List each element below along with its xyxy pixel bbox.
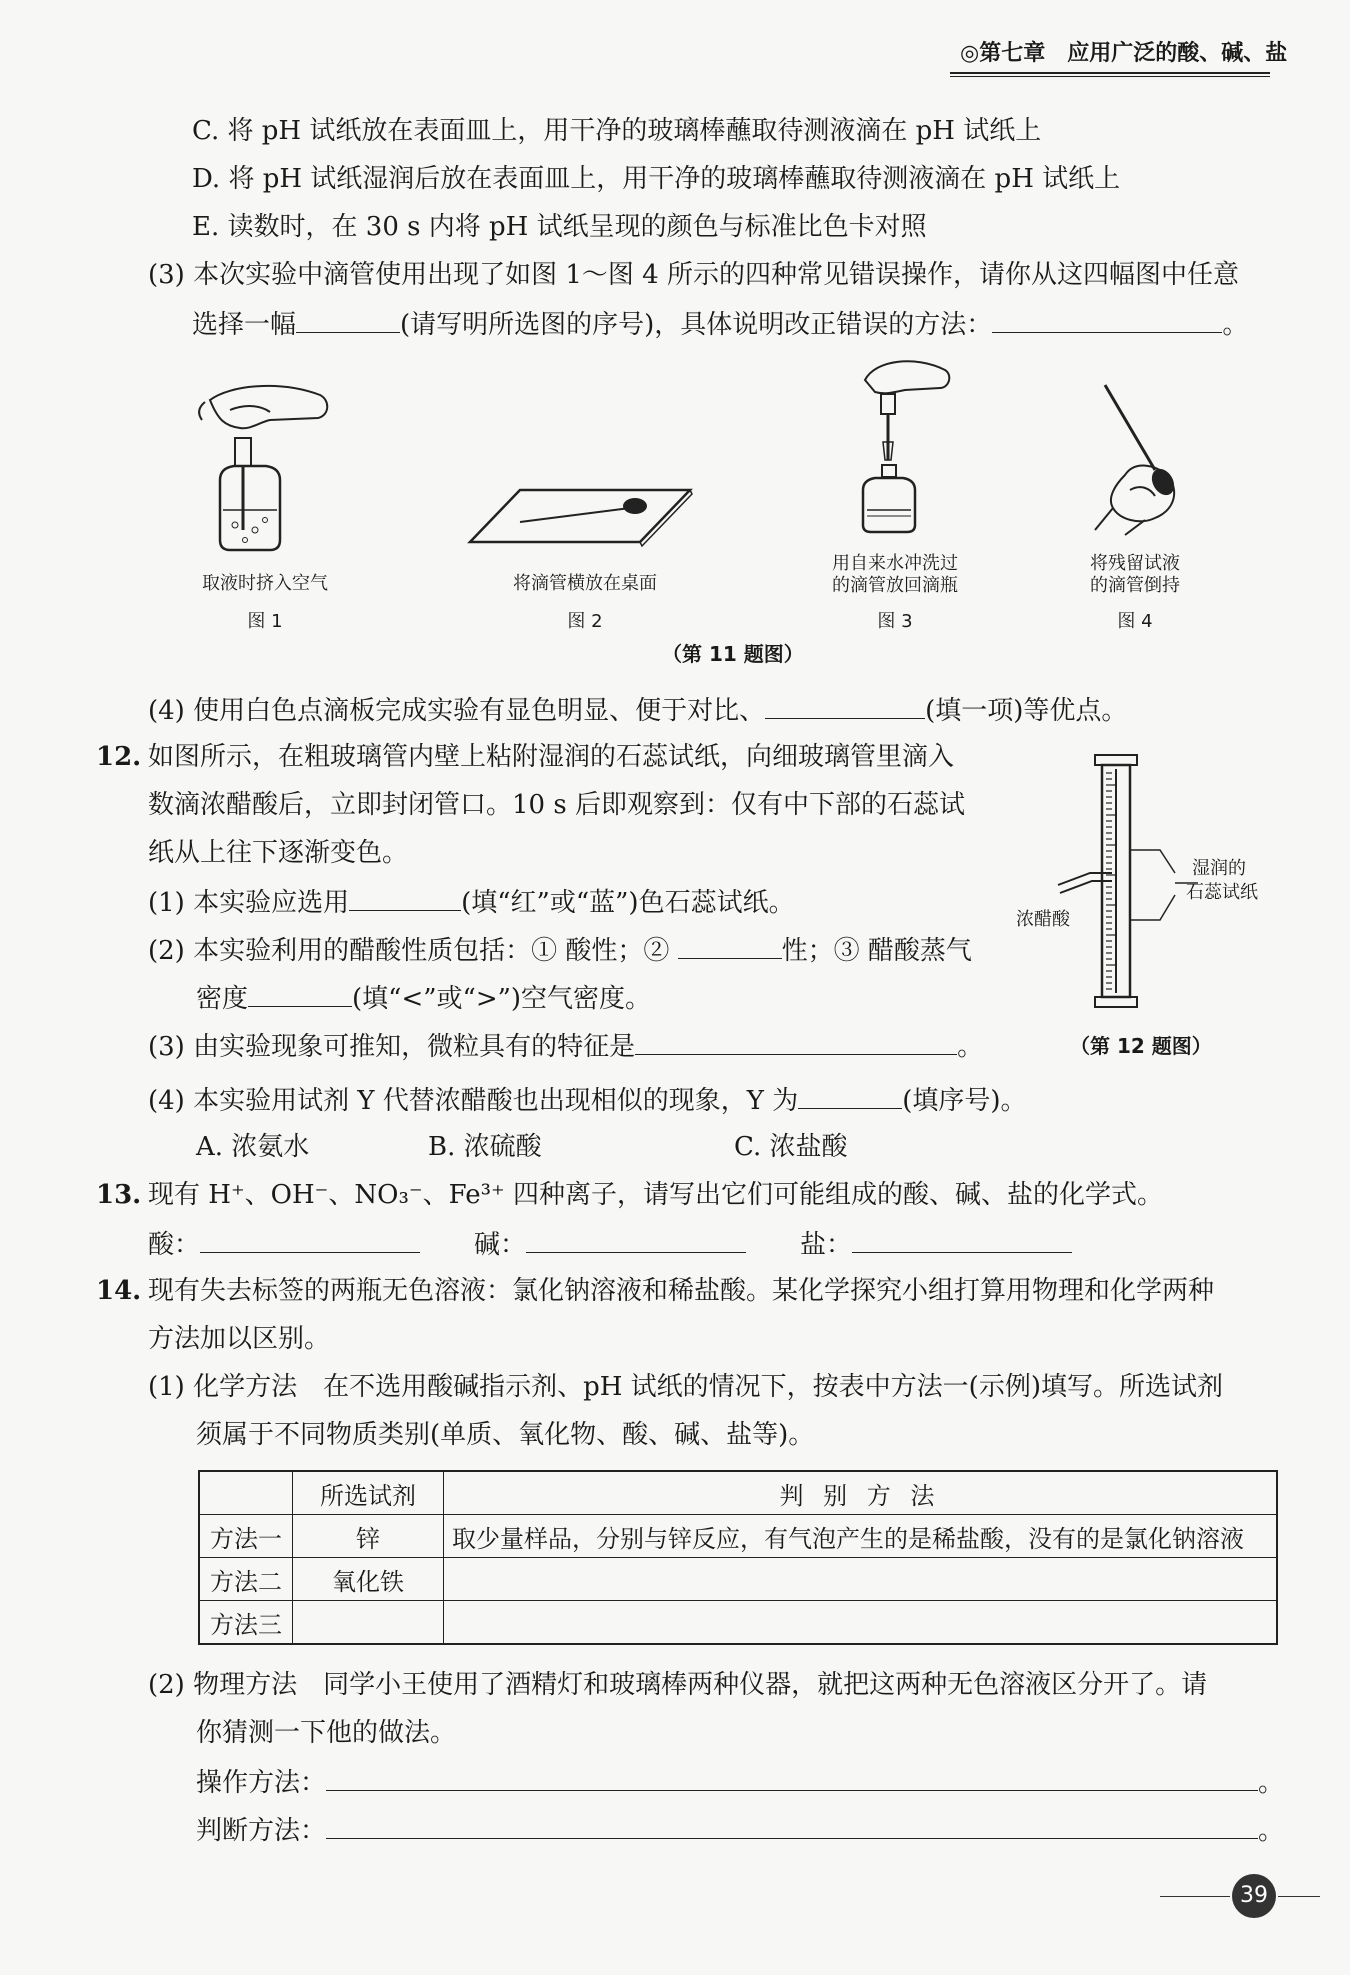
fig1-dropper-bottle-illustration bbox=[190, 380, 340, 560]
table-row bbox=[199, 1601, 1277, 1645]
q11-option-d: D. 将 pH 试纸湿润后放在表面皿上，用干净的玻璃棒蘸取待测液滴在 pH 试纸上 bbox=[192, 164, 1121, 194]
table-cell-reagent: 氧化铁 bbox=[293, 1558, 444, 1601]
q11-part4-text-b: (填一项)等优点。 bbox=[925, 696, 1128, 726]
chapter-header: ◎第七章 应用广泛的酸、碱、盐 bbox=[960, 41, 1288, 66]
fig3-dropper-bottle-illustration bbox=[845, 350, 965, 540]
q12-part1 bbox=[148, 884, 795, 920]
page-number-rule-left bbox=[1160, 1896, 1230, 1897]
q13-base-blank[interactable] bbox=[526, 1226, 746, 1253]
q14-number: 14. bbox=[96, 1276, 142, 1306]
q14-operation-row bbox=[196, 1764, 1284, 1800]
q12-label-acetic-acid: 浓醋酸 bbox=[1016, 909, 1070, 930]
q12-line1: 如图所示，在粗玻璃管内壁上粘附湿润的石蕊试纸，向细玻璃管里滴入 bbox=[148, 742, 955, 772]
q12-particle-feature-blank[interactable] bbox=[635, 1028, 957, 1055]
q12-part2-text-a: (2) 本实验利用的醋酸性质包括：① 酸性；② bbox=[148, 936, 670, 966]
table-row bbox=[199, 1558, 1277, 1601]
q12-part3-end: 。 bbox=[957, 1032, 984, 1062]
q14-line1: 现有失去标签的两瓶无色溶液：氯化钠溶液和稀盐酸。某化学探究小组打算用物理和化学两种 bbox=[148, 1276, 1215, 1306]
q12-option-b: B. 浓硫酸 bbox=[428, 1132, 542, 1162]
q11-part3-text-a: 选择一幅 bbox=[192, 310, 297, 340]
q12-part4-text-a: (4) 本实验用试剂 Y 代替浓醋酸也出现相似的现象，Y 为 bbox=[148, 1086, 799, 1116]
q12-color-blank[interactable] bbox=[349, 884, 461, 911]
q13-acid-row bbox=[148, 1226, 420, 1262]
header-rule-thin bbox=[950, 76, 1270, 77]
q12-part2 bbox=[148, 932, 972, 968]
table-header-cell: 判 别 方 法 bbox=[444, 1471, 1278, 1515]
q13-acid-label: 酸： bbox=[148, 1230, 201, 1260]
q13-text: 现有 H⁺、OH⁻、NO₃⁻、Fe³⁺ 四种离子，请写出它们可能组成的酸、碱、盐的化学式。 bbox=[148, 1180, 1164, 1210]
q12-part2-cont bbox=[196, 980, 651, 1016]
fig3-caption-line2: 的滴管放回滴瓶 bbox=[832, 575, 958, 596]
q14-judgment-label: 判断方法： bbox=[196, 1816, 327, 1846]
header-rule bbox=[950, 72, 1270, 74]
table-row bbox=[199, 1515, 1277, 1558]
q11-part4-text-a: (4) 使用白色点滴板完成实验有显色明显、便于对比、 bbox=[148, 696, 766, 726]
q13-number: 13. bbox=[96, 1180, 142, 1210]
table-header-row bbox=[199, 1471, 1277, 1515]
q12-part1-text-b: (填“红”或“蓝”)色石蕊试纸。 bbox=[461, 888, 795, 918]
fig3-label: 图 3 bbox=[877, 611, 913, 632]
q12-part1-text-a: (1) 本实验应选用 bbox=[148, 888, 350, 918]
q12-line3: 纸从上往下逐渐变色。 bbox=[148, 838, 409, 868]
table-cell-method: 方法一 bbox=[199, 1515, 293, 1558]
q14-methods-table bbox=[198, 1470, 1278, 1645]
table-cell-method: 方法三 bbox=[199, 1601, 293, 1645]
q14-operation-label: 操作方法： bbox=[196, 1768, 327, 1798]
page-number-rule-right bbox=[1278, 1896, 1320, 1897]
table-header-cell bbox=[199, 1471, 293, 1515]
page-number: 39 bbox=[1232, 1874, 1276, 1918]
table-cell-judgment: 取少量样品，分别与锌反应，有气泡产生的是稀盐酸，没有的是氯化钠溶液 bbox=[444, 1515, 1278, 1558]
q11-part3-line2 bbox=[192, 306, 1248, 342]
q13-acid-blank[interactable] bbox=[200, 1226, 420, 1253]
q12-option-a: A. 浓氨水 bbox=[196, 1132, 310, 1162]
q11-option-e: E. 读数时，在 30 s 内将 pH 试纸呈现的颜色与标准比色卡对照 bbox=[192, 212, 927, 242]
q12-part4-text-b: (填序号)。 bbox=[902, 1086, 1027, 1116]
q11-part3-end: 。 bbox=[1222, 310, 1249, 340]
q14-operation-end: 。 bbox=[1258, 1768, 1285, 1798]
q11-advantage-blank[interactable] bbox=[765, 692, 925, 719]
q13-base-row bbox=[474, 1226, 746, 1262]
q12-part2-text-b: 性；③ 醋酸蒸气 bbox=[781, 936, 972, 966]
q11-part4 bbox=[148, 692, 1127, 728]
q14-operation-blank[interactable] bbox=[326, 1764, 1258, 1791]
q12-part3 bbox=[148, 1028, 983, 1064]
q13-salt-label: 盐： bbox=[800, 1230, 853, 1260]
q14-line2: 方法加以区别。 bbox=[148, 1324, 331, 1354]
q12-figure-title: （第 12 题图） bbox=[1070, 1034, 1212, 1058]
table-cell-reagent: 锌 bbox=[293, 1515, 444, 1558]
table-cell-judgment-answer[interactable] bbox=[444, 1601, 1278, 1645]
q12-part2-text-c: 密度 bbox=[196, 984, 249, 1014]
q14-judgment-blank[interactable] bbox=[326, 1812, 1258, 1839]
fig4-caption-line2: 的滴管倒持 bbox=[1090, 575, 1180, 596]
q14-part1-line1: (1) 化学方法 在不选用酸碱指示剂、pH 试纸的情况下，按表中方法一(示例)填写。所选试剂 bbox=[148, 1372, 1223, 1402]
fig4-caption-line1: 将残留试液 bbox=[1090, 553, 1180, 574]
q12-density-blank[interactable] bbox=[248, 980, 352, 1007]
table-cell-method: 方法二 bbox=[199, 1558, 293, 1601]
fig2-dropper-on-table-illustration bbox=[470, 480, 700, 550]
q14-part1-line2: 须属于不同物质类别(单质、氧化物、酸、碱、盐等)。 bbox=[196, 1420, 815, 1450]
fig4-label: 图 4 bbox=[1117, 611, 1153, 632]
q11-part3-line1: (3) 本次实验中滴管使用出现了如图 1～图 4 所示的四种常见错误操作，请你从这四幅图中任意 bbox=[148, 260, 1239, 290]
q12-property-blank[interactable] bbox=[678, 932, 782, 959]
fig1-caption: 取液时挤入空气 bbox=[202, 573, 328, 594]
q12-label-moist-line2: 石蕊试纸 bbox=[1186, 882, 1258, 903]
q12-part4 bbox=[148, 1082, 1027, 1118]
q12-part3-text-a: (3) 由实验现象可推知，微粒具有的特征是 bbox=[148, 1032, 636, 1062]
q12-reagent-blank[interactable] bbox=[798, 1082, 902, 1109]
q12-part2-text-d: (填“<”或“>”)空气密度。 bbox=[352, 984, 652, 1014]
table-cell-reagent-answer[interactable] bbox=[293, 1601, 444, 1645]
q12-option-c: C. 浓盐酸 bbox=[734, 1132, 848, 1162]
q12-number: 12. bbox=[96, 742, 142, 772]
q14-part2-line1: (2) 物理方法 同学小王使用了酒精灯和玻璃棒两种仪器，就把这两种无色溶液区分开了。请 bbox=[148, 1670, 1208, 1700]
q13-base-label: 碱： bbox=[474, 1230, 527, 1260]
q13-salt-row bbox=[800, 1226, 1072, 1262]
q12-label-moist-line1: 湿润的 bbox=[1192, 858, 1246, 879]
q11-part3-text-b: (请写明所选图的序号)，具体说明改正错误的方法： bbox=[400, 310, 993, 340]
q13-salt-blank[interactable] bbox=[852, 1226, 1072, 1253]
q14-part2-line2: 你猜测一下他的做法。 bbox=[196, 1718, 457, 1748]
q12-line2: 数滴浓醋酸后，立即封闭管口。10 s 后即观察到：仅有中下部的石蕊试 bbox=[148, 790, 965, 820]
table-cell-judgment-answer[interactable] bbox=[444, 1558, 1278, 1601]
fig2-label: 图 2 bbox=[567, 611, 603, 632]
q11-correction-blank[interactable] bbox=[992, 306, 1222, 333]
fig4-inverted-dropper-illustration bbox=[1085, 380, 1205, 530]
q11-figure-title: （第 11 题图） bbox=[662, 642, 804, 666]
q14-judgment-row bbox=[196, 1812, 1284, 1848]
fig2-caption: 将滴管横放在桌面 bbox=[513, 573, 657, 594]
fig3-caption-line1: 用自来水冲洗过 bbox=[832, 553, 958, 574]
q14-judgment-end: 。 bbox=[1258, 1816, 1285, 1846]
fig1-label: 图 1 bbox=[247, 611, 283, 632]
table-header-cell: 所选试剂 bbox=[293, 1471, 444, 1515]
q11-figure-choice-blank[interactable] bbox=[296, 306, 400, 333]
q11-option-c: C. 将 pH 试纸放在表面皿上，用干净的玻璃棒蘸取待测液滴在 pH 试纸上 bbox=[192, 116, 1042, 146]
